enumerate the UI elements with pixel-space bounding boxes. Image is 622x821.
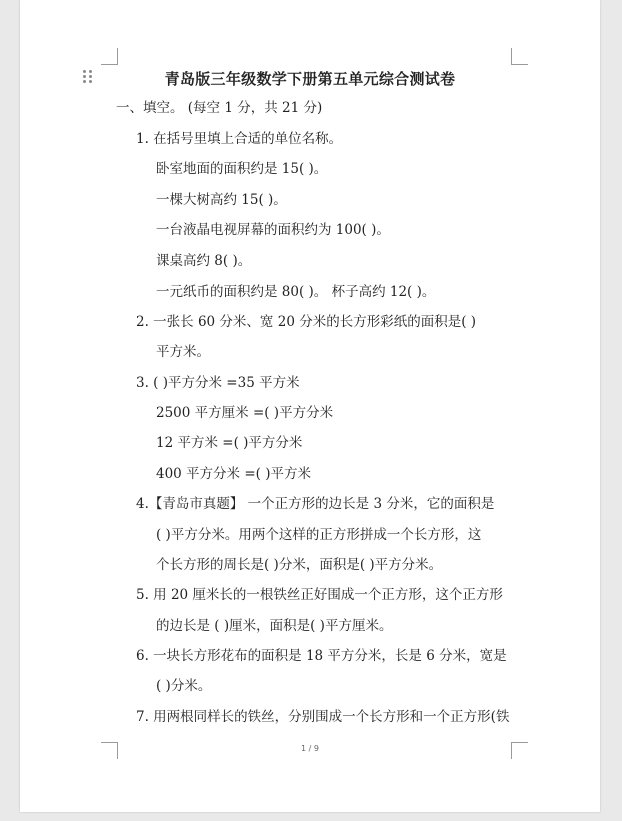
question-7: 7. 用两根同样长的铁丝，分别围成一个长方形和一个正方形(铁 <box>136 709 510 725</box>
question-line: 12 平方米 =( )平方分米 <box>156 435 303 451</box>
question-line: 400 平方分米 =( )平方米 <box>156 466 311 482</box>
question-4: 4.【青岛市真题】 一个正方形的边长是 3 分米，它的面积是 <box>136 496 495 512</box>
question-line: ( )平方分米。用两个这样的正方形拼成一个长方形，这 <box>156 527 482 543</box>
question-line: 平方米。 <box>156 344 210 360</box>
question-line: 课桌高约 8( )。 <box>156 253 252 269</box>
question-2: 2. 一张长 60 分米、宽 20 分米的长方形彩纸的面积是( ) <box>136 314 477 330</box>
question-line: 个长方形的周长是( )分米，面积是( )平方分米。 <box>156 557 443 573</box>
question-line: ( )分米。 <box>156 678 212 694</box>
document-title: 青岛版三年级数学下册第五单元综合测试卷 <box>164 70 456 88</box>
section-heading: 一、填空。 (每空 1 分，共 21 分) <box>116 100 323 116</box>
question-line: 一台液晶电视屏幕的面积约为 100( )。 <box>156 222 390 238</box>
question-line: 一棵大树高约 15( )。 <box>156 192 287 208</box>
question-3: 3. ( )平方分米 =35 平方米 <box>136 375 300 391</box>
question-line: 卧室地面的面积约是 15( )。 <box>156 161 328 177</box>
page-corner-mark <box>511 48 528 65</box>
question-line: 2500 平方厘米 =( )平方分米 <box>156 405 334 421</box>
page-number: 1 / 9 <box>301 744 319 753</box>
question-5: 5. 用 20 厘米长的一根铁丝正好围成一个正方形，这个正方形 <box>136 587 503 603</box>
question-1: 1. 在括号里填上合适的单位名称。 <box>136 131 343 147</box>
question-line: 的边长是 ( )厘米，面积是( )平方厘米。 <box>156 618 393 634</box>
question-6: 6. 一块长方形花布的面积是 18 平方分米，长是 6 分米，宽是 <box>136 648 507 664</box>
question-line: 一元纸币的面积约是 80( )。 杯子高约 12( )。 <box>156 284 436 300</box>
page-corner-mark <box>101 48 118 65</box>
document-page <box>20 0 600 812</box>
